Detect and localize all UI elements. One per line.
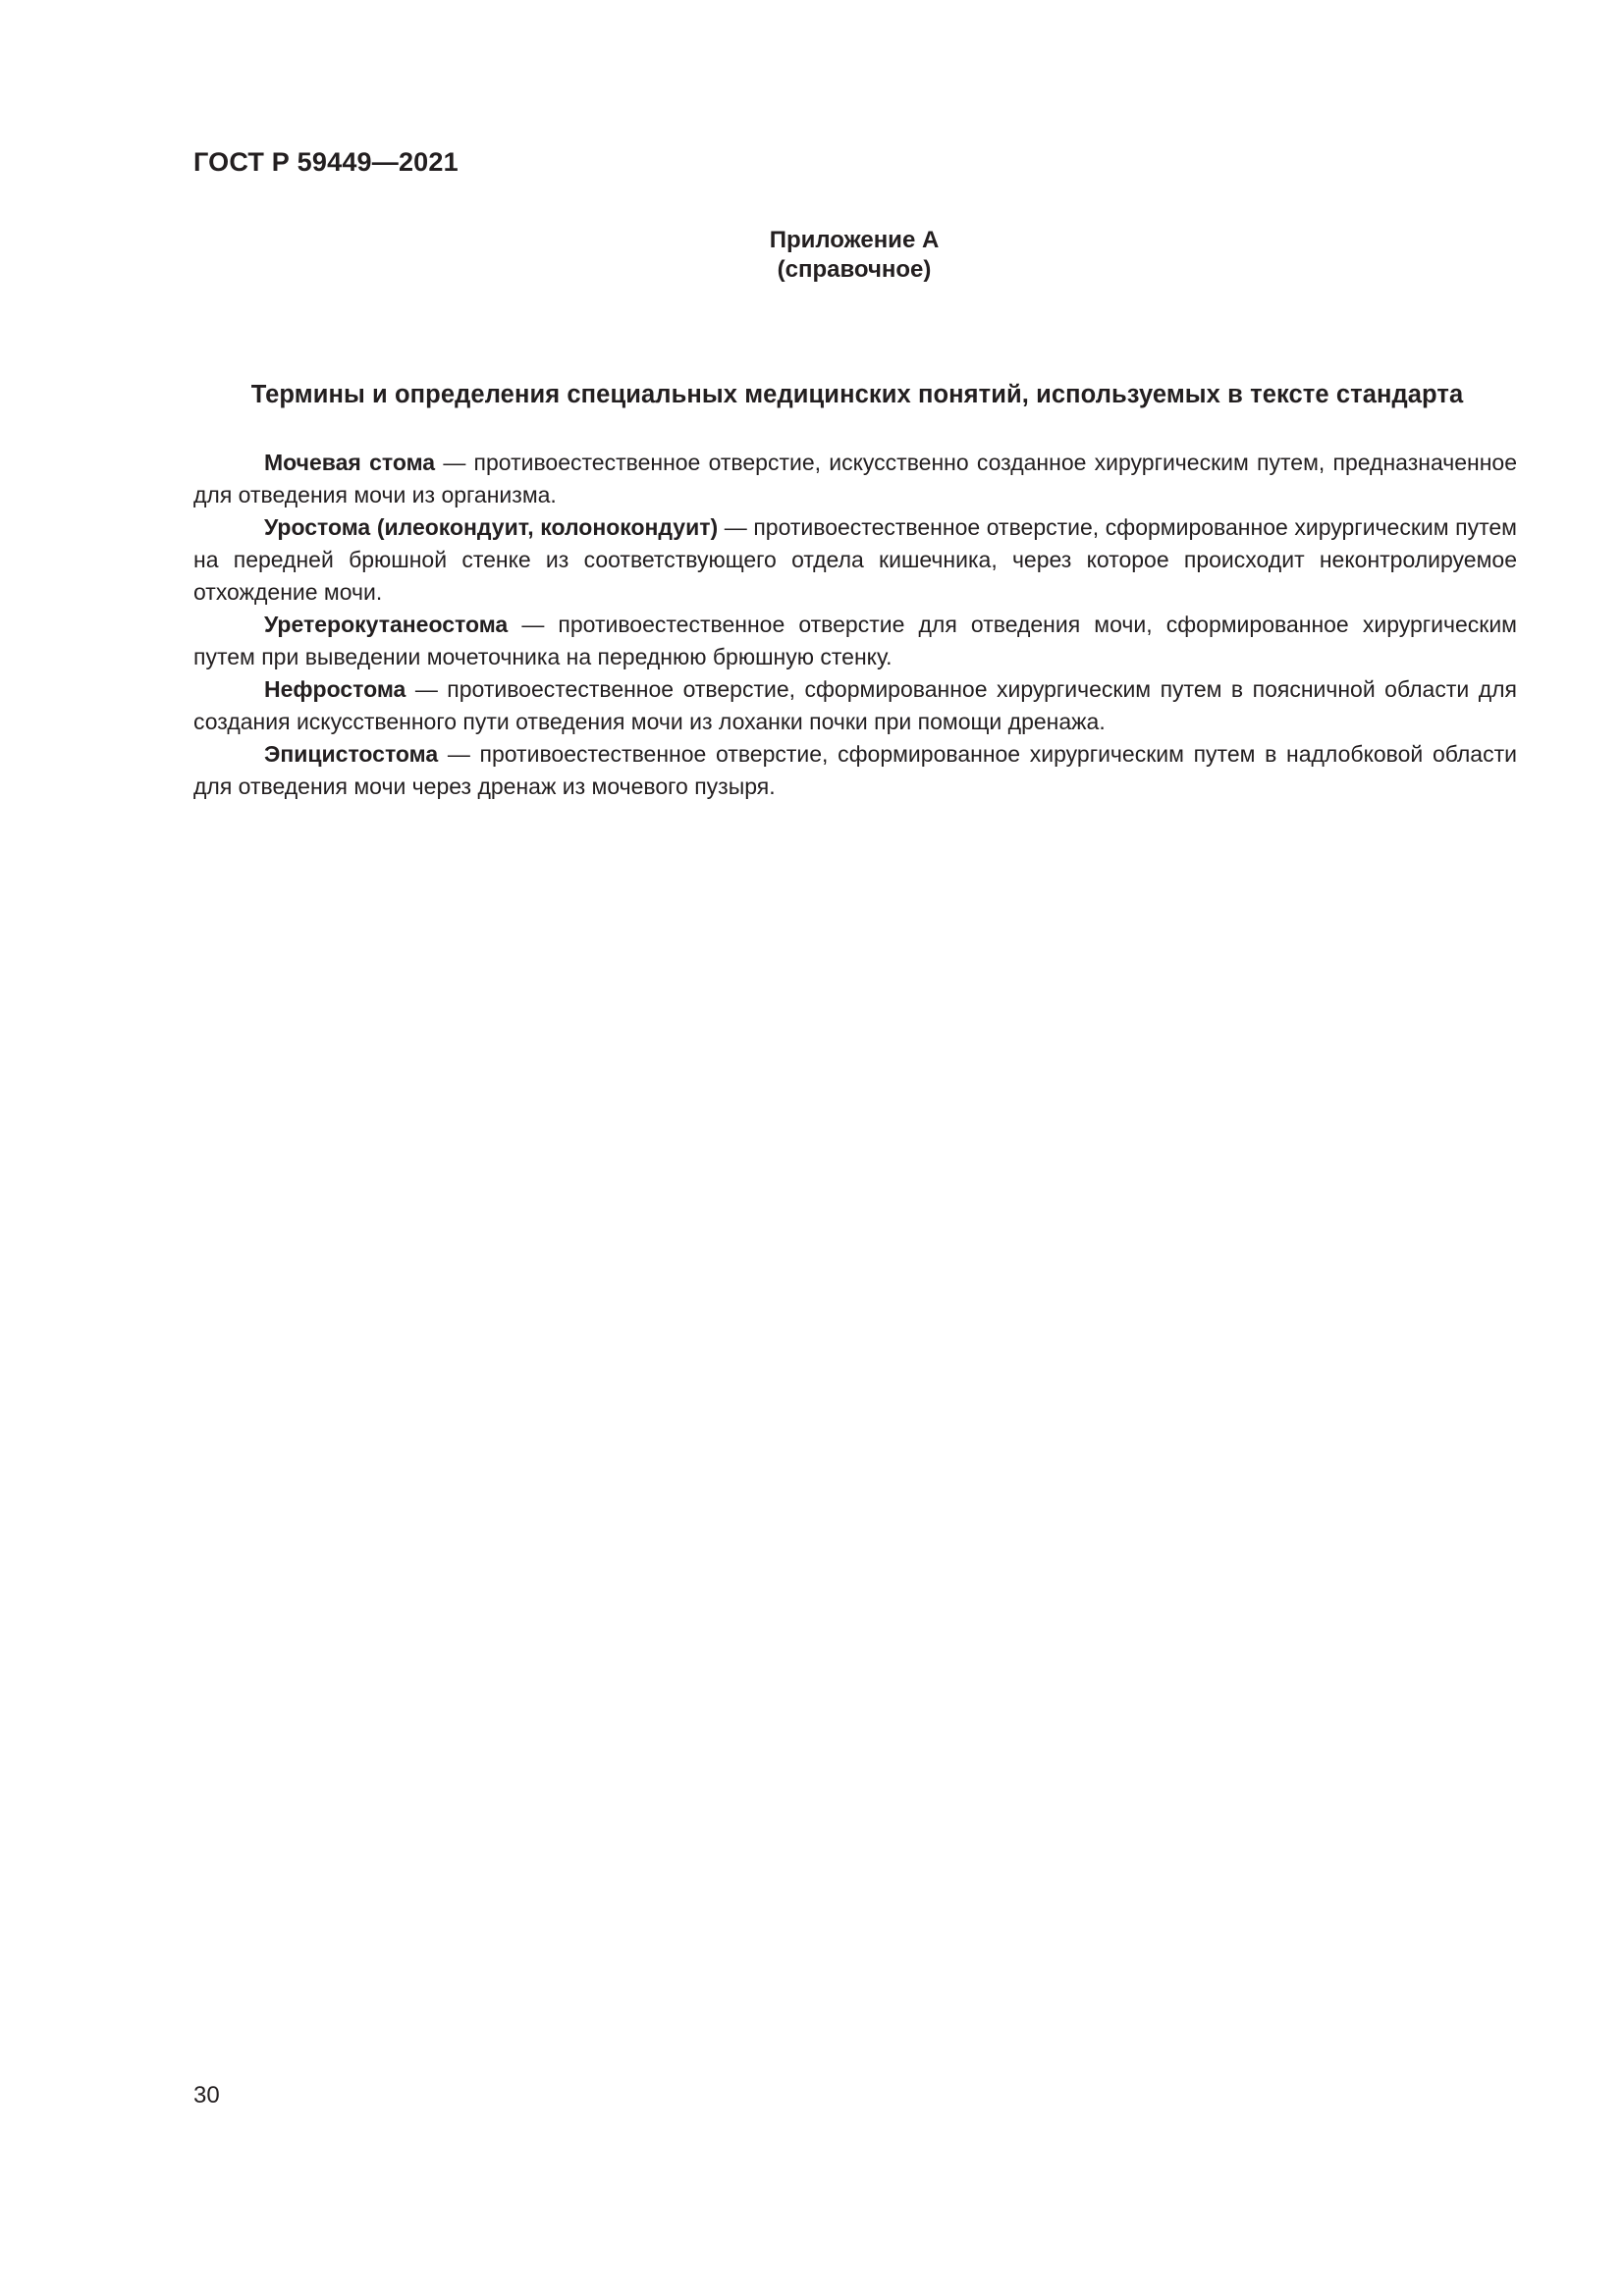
appendix-heading xyxy=(565,226,1144,285)
term-entry xyxy=(193,609,1517,673)
term-entry xyxy=(193,447,1517,511)
term-entry xyxy=(193,738,1517,803)
term-name: Уретерокутанеостома xyxy=(264,612,509,637)
term-definition: — противоестественное отверстие, сформированное хирургическим путем в поясничной области для создания искусственного пути отведения мочи из лоханки почки при помощи дренажа. xyxy=(193,676,1517,734)
term-name: Нефростома xyxy=(264,676,406,702)
term-name: Уростома (илеокондуит, колонокондуит) xyxy=(264,514,719,540)
term-entry xyxy=(193,511,1517,609)
term-definition: — противоестественное отверстие, сформированное хирургическим путем на передней брюшной стенке из соответствующего отдела кишечника, через которое происходит неконтролируемое отхождение мочи. xyxy=(193,514,1517,605)
section-title: Термины и определения специальных медицинских понятий, используемых в тексте стандарта xyxy=(250,381,1464,408)
term-entry xyxy=(193,673,1517,738)
page-number: 30 xyxy=(193,2082,220,2109)
document-code: ГОСТ Р 59449—2021 xyxy=(193,147,459,177)
term-definition: — противоестественное отверстие, сформированное хирургическим путем в надлобковой области для отведения мочи через дренаж из мочевого пузыря. xyxy=(193,741,1517,799)
term-definition: — противоестественное отверстие для отведения мочи, сформированное хирургическим путем при выведении мочеточника на переднюю брюшную стенку. xyxy=(193,612,1517,669)
term-definition: — противоестественное отверстие, искусственно созданное хирургическим путем, предназначенное для отведения мочи из организма. xyxy=(193,450,1517,507)
term-name: Эпицистостома xyxy=(264,741,439,767)
term-name: Мочевая стома xyxy=(264,450,436,475)
appendix-type: (справочное) xyxy=(777,256,932,283)
terms-list xyxy=(193,447,1517,803)
appendix-label: Приложение А xyxy=(769,227,940,253)
